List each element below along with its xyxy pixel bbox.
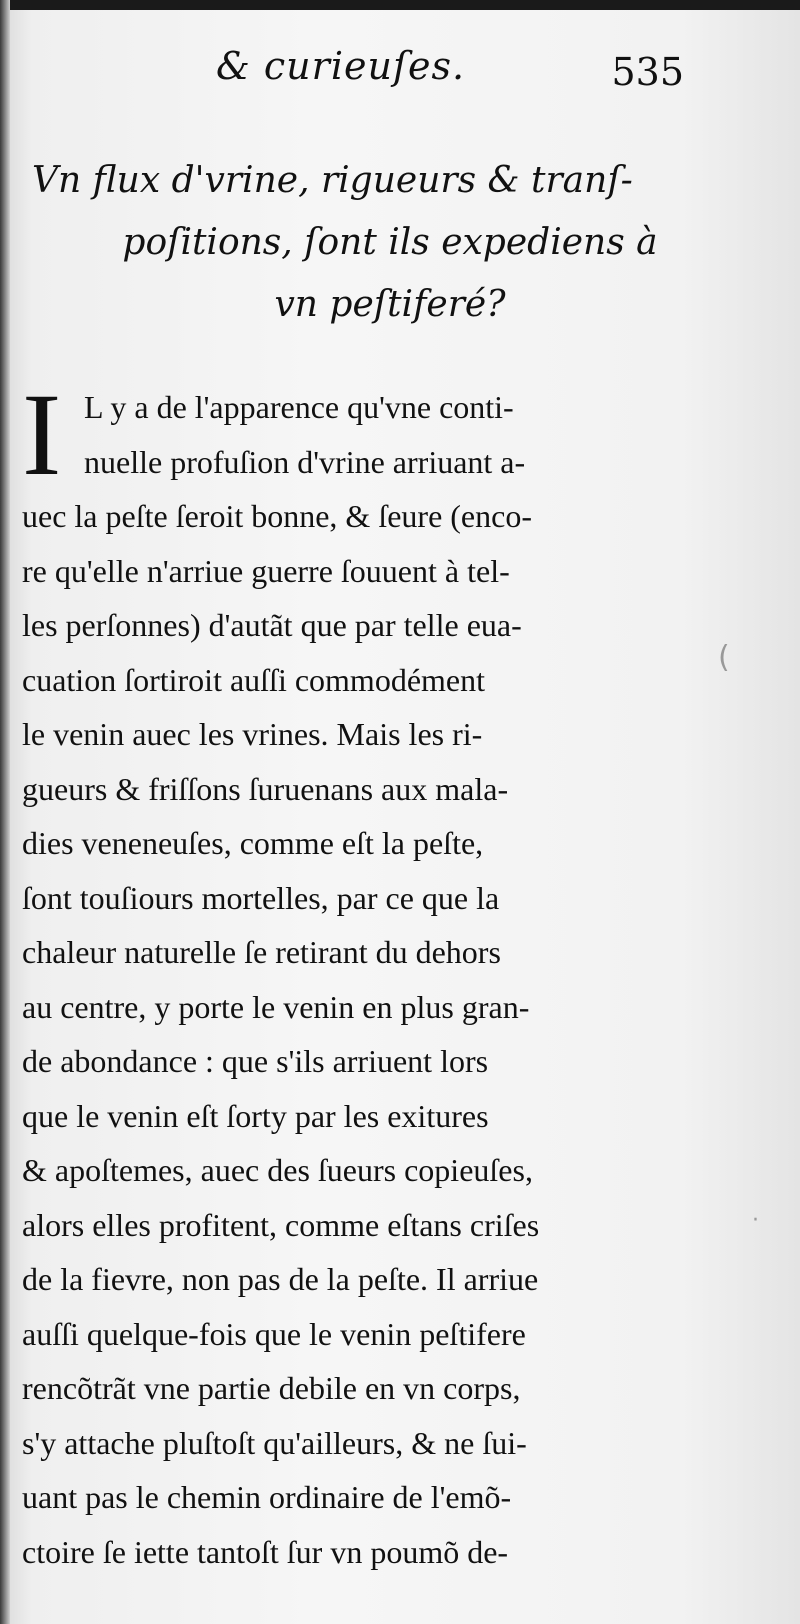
text-line: alors elles profitent, comme eſtans criſes [22,1206,540,1243]
text-line: s'y attache pluſtoſt qu'ailleurs, & ne ſui- [22,1424,527,1461]
text-line: rencõtrãt vne partie debile en vn corps, [22,1370,521,1406]
text-line: ctoire ſe iette tantoſt ſur vn poumõ de- [22,1533,509,1570]
drop-cap: I [22,369,62,500]
page-number: 535 [611,50,684,94]
text-line: dies veneneuſes, comme eſt la peſte, [22,825,484,861]
text-line: re qu'elle n'arriue guerre ſouuent à tel- [22,552,510,589]
title-line: vn peſtiferé? [274,284,506,325]
text-line: auſſi quelque-fois que le venin peſtifere [22,1315,526,1352]
text-line: le venin auec les vrines. Mais les ri- [22,716,483,752]
body-paragraph [22,369,662,1579]
text-line: les perſonnes) d'autãt que par telle eua- [22,607,522,643]
text-line: au centre, y porte le venin en plus gran- [22,988,530,1025]
text-line: & apoſtemes, auec des ſueurs copieuſes, [22,1152,533,1188]
title-line: poſitions, ſont ils expediens à [122,222,658,263]
title-line: Vn flux d'vrine, rigueurs & tranſ- [32,160,633,201]
text-line: nuelle profuſion d'vrine arriuant a- [84,443,526,480]
text-line: gueurs & friſſons ſuruenans aux mala- [22,770,509,807]
page-header [20,38,780,98]
text-line: de abondance : que s'ils arriuent lors [22,1043,489,1079]
running-head: & curieuſes. [216,44,466,88]
text-line: cuation ſortiroit auſſi commodément [22,661,485,698]
paper-mark: · [752,1208,759,1233]
text-line: chaleur naturelle ſe retirant du dehors [22,934,501,970]
text-line: de la fievre, non pas de la peſte. Il arriue [22,1261,539,1297]
text-line: uec la peſte ſeroit bonne, & ſeure (enco- [22,498,532,534]
text-line: que le venin eſt ſorty par les exitures [22,1097,489,1134]
text-line: L y a de l'apparence qu'vne conti- [84,389,514,425]
text-line: ſont touſiours mortelles, par ce que la [22,879,500,916]
paper-mark: ( [718,640,730,675]
text-line: uant pas le chemin ordinaire de l'emõ- [22,1479,512,1515]
chapter-title [20,150,760,336]
